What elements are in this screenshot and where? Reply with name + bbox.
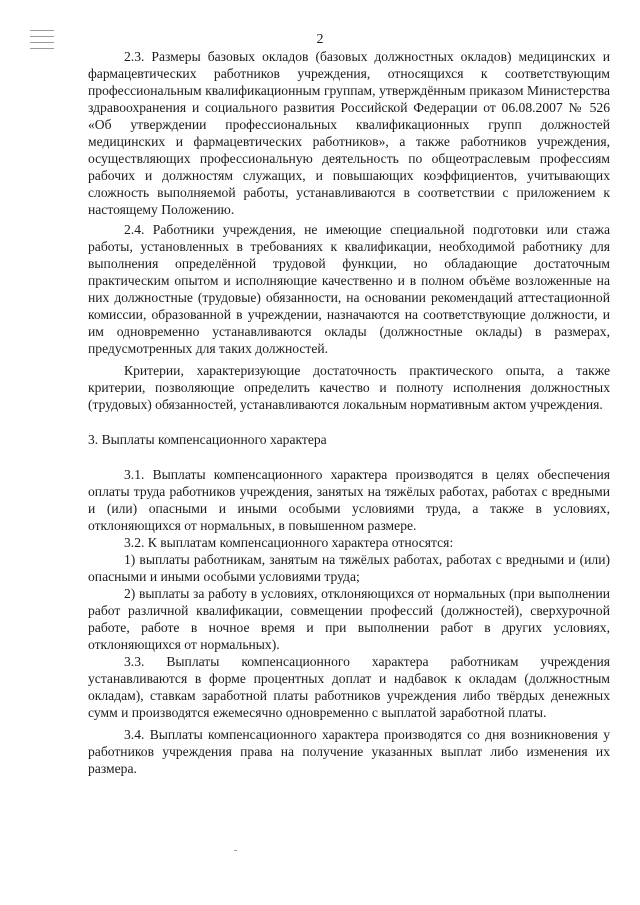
section-heading-3: 3. Выплаты компенсационного характера [88, 432, 327, 447]
paragraph-2-3: 2.3. Размеры базовых окладов (базовых должностных окладов) медицинских и фармацевтических работников учреждения, относящихся к соответствующим профессиональным квалификационным группам, утверждённым приказом Министерства здравоохранения и социального развития Российской Федерации от 06.08.2007 № 526 «Об утверждении профессиональных квалификационных групп должностей медицинских и фармацевтических работников», а также работников учреждения, осуществляющих профессиональную деятельность по общеотраслевым профессиям рабочих и должностям служащих, и повышающих коэффициентов, учитывающих сложность выполняемой работы, устанавливаются в соответствии с приложением к настоящему Положению. [88, 49, 610, 217]
paragraph-criteria: Критерии, характеризующие достаточность практического опыта, а также критерии, позволяющие определить качество и полноту исполнения должностных (трудовых) обязанностей, устанавливаются локальным нормативным актом учреждения. [88, 363, 610, 412]
paragraph-3-3: 3.3. Выплаты компенсационного характера работникам учреждения устанавливаются в форме процентных доплат и надбавок к окладам (должностным окладам), ставкам заработной платы работников учреждения либо твёрдых денежных сумм и производятся ежемесячно одновременно с выплатой заработной платы. [88, 654, 610, 720]
scan-speck [234, 850, 237, 851]
paragraph-3-1: 3.1. Выплаты компенсационного характера производятся в целях обеспечения оплаты труда работников учреждения, занятых на тяжёлых работах, работах с вредными и (или) опасными и иными особыми условиями труда, а также в условиях, отклоняющихся от нормальных, в повышенном размере. [88, 467, 610, 533]
paragraph-2-4: 2.4. Работники учреждения, не имеющие специальной подготовки или стажа работы, установленных в требованиях к квалификации, необходимой работнику для выполнения определённой трудовой функции, но обладающие достаточным практическим опытом и исполняющие качественно и в полном объёме возложенные на них должностные (трудовые) обязанности, на основании рекомендаций аттестационной комиссии, образованной в учреждении, назначаются на соответствующие должности, и им одновременно устанавливаются оклады (должностные оклады) в размерах, предусмотренных для таких должностей. [88, 222, 610, 356]
paragraph-3-4: 3.4. Выплаты компенсационного характера производятся со дня возникновения у работников учреждения права на получение указанных выплат либо изменения их размера. [88, 727, 610, 776]
paragraph-3-2: 3.2. К выплатам компенсационного характера относятся: [124, 535, 454, 550]
document-body [88, 48, 610, 777]
paragraph-3-2-item-1: 1) выплаты работникам, занятым на тяжёлых работах, работах с вредными и (или) опасными и иными особыми условиями труда; [88, 552, 610, 584]
page-number: 2 [316, 32, 324, 47]
paragraph-3-2-item-2: 2) выплаты за работу в условиях, отклоняющихся от нормальных (при выполнении работ различной квалификации, совмещении профессий (должностей), сверхурочной работе, работе в ночное время и при выполнении работ в других условиях, отклоняющихся от нормальных). [88, 586, 610, 652]
